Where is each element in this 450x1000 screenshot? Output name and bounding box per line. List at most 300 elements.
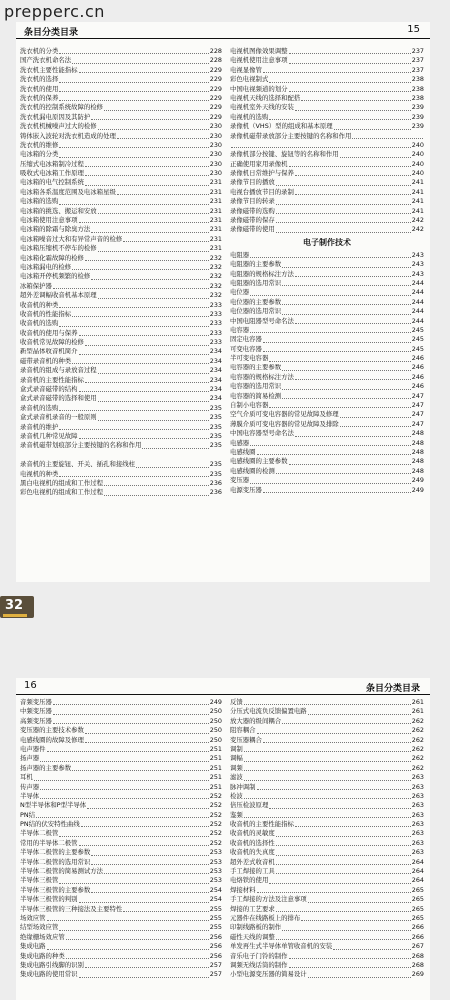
toc-entry-page: 245 bbox=[411, 344, 424, 353]
toc-entry bbox=[20, 942, 222, 951]
toc-entry bbox=[230, 942, 424, 951]
toc-entry-page: 246 bbox=[411, 354, 424, 363]
section-title: 电子制作技术 bbox=[303, 237, 351, 247]
toc-entry-label: 半导体 bbox=[20, 791, 40, 800]
dot-leader bbox=[81, 826, 209, 827]
dot-leader bbox=[59, 410, 208, 411]
toc-entry-page: 243 bbox=[411, 260, 424, 269]
toc-entry bbox=[20, 150, 222, 159]
dot-leader bbox=[66, 958, 209, 959]
toc-entry-page: 265 bbox=[411, 885, 424, 894]
toc-entry bbox=[20, 141, 222, 150]
dot-leader bbox=[289, 53, 411, 54]
toc-entry bbox=[230, 848, 424, 857]
toc-entry bbox=[20, 404, 222, 413]
dot-leader bbox=[91, 119, 209, 120]
toc-entry bbox=[20, 858, 222, 867]
toc-entry-page: 233 bbox=[209, 338, 222, 347]
toc-entry-label: 电视机的选购 bbox=[230, 112, 269, 121]
dot-leader bbox=[269, 119, 410, 120]
toc-entry bbox=[20, 188, 222, 197]
toc-entry bbox=[20, 423, 222, 432]
dot-leader bbox=[34, 780, 209, 781]
toc-entry-label: 压缩式电冰箱制冷过程 bbox=[20, 159, 84, 168]
toc-entry-page: 239 bbox=[411, 112, 424, 121]
toc-entry-label: 扬声器的主要参数 bbox=[20, 763, 72, 772]
page-badge-number: 32 bbox=[5, 598, 24, 613]
toc-entry-label: 电视机室外天线的安装 bbox=[230, 103, 294, 112]
toc-entry bbox=[20, 235, 222, 244]
toc-entry bbox=[20, 811, 222, 820]
toc-entry-label: 电感线圈的检测 bbox=[230, 466, 275, 475]
toc-entry-page: 231 bbox=[209, 197, 222, 206]
dot-leader bbox=[282, 314, 411, 315]
toc-entry-page: 252 bbox=[209, 820, 222, 829]
toc-entry-label: 电视机天线的选择和配搭 bbox=[230, 93, 301, 102]
dot-leader bbox=[59, 476, 208, 477]
toc-entry-label: 焊接的工艺要求 bbox=[230, 904, 275, 913]
toc-entry-label: 中国电视频道的划分 bbox=[230, 84, 288, 93]
document-page-2 bbox=[16, 678, 430, 1000]
dot-leader bbox=[142, 448, 208, 449]
toc-entry-label: 磁带录音机的种类 bbox=[20, 356, 72, 365]
toc-entry bbox=[20, 801, 222, 810]
dot-leader bbox=[79, 902, 209, 903]
toc-entry-label: 洗衣机的维修 bbox=[20, 140, 59, 149]
toc-entry-label: 洗衣机的选择 bbox=[20, 75, 59, 84]
toc-entry-page: 235 bbox=[209, 422, 222, 431]
toc-entry bbox=[230, 66, 424, 75]
toc-entry bbox=[20, 132, 222, 141]
toc-entry bbox=[230, 961, 424, 970]
toc-entry-label: 洗衣机机械噪声过大的检修 bbox=[20, 122, 97, 131]
toc-entry-label: 阻容耦合 bbox=[230, 726, 256, 735]
toc-entry-label: 滤波 bbox=[230, 773, 243, 782]
toc-entry-page: 250 bbox=[209, 735, 222, 744]
toc-entry-page: 237 bbox=[411, 47, 424, 55]
toc-entry-label: 超外差调幅收音机基本原理 bbox=[20, 291, 97, 300]
dot-leader bbox=[269, 883, 410, 884]
toc-entry-page: 232 bbox=[209, 272, 222, 281]
toc-entry bbox=[20, 122, 222, 131]
toc-entry bbox=[230, 188, 424, 197]
toc-entry bbox=[230, 429, 424, 438]
toc-entry bbox=[230, 113, 424, 122]
toc-entry bbox=[230, 288, 424, 297]
toc-entry-label: 录像节目的转录 bbox=[230, 197, 275, 206]
toc-entry-page: 268 bbox=[411, 951, 424, 960]
toc-entry bbox=[20, 197, 222, 206]
toc-entry-page: 247 bbox=[411, 391, 424, 400]
toc-entry-page: 240 bbox=[411, 169, 424, 178]
toc-entry-page: 246 bbox=[411, 372, 424, 381]
dot-leader bbox=[79, 977, 209, 978]
toc-entry bbox=[230, 420, 424, 429]
toc-entry-page: 262 bbox=[411, 716, 424, 725]
toc-entry-page: 233 bbox=[209, 300, 222, 309]
toc-entry-page: 263 bbox=[411, 838, 424, 847]
dot-leader bbox=[282, 723, 411, 724]
toc-entry-label: 空气介质可变电容器的常见故障及修理 bbox=[230, 410, 339, 419]
dot-leader bbox=[104, 873, 209, 874]
page-header bbox=[16, 678, 430, 695]
dot-leader bbox=[295, 110, 411, 111]
dot-leader bbox=[301, 100, 411, 101]
toc-entry-label: 脉冲调制 bbox=[230, 782, 256, 791]
toc-entry-page: 236 bbox=[209, 478, 222, 487]
toc-entry-page: 231 bbox=[209, 178, 222, 187]
toc-entry-label: 手工焊接的方法及注意事项 bbox=[230, 895, 307, 904]
toc-entry bbox=[20, 970, 222, 979]
toc-entry bbox=[230, 251, 424, 260]
toc-entry-label: 半导体三极管的三种接法及主要特性 bbox=[20, 904, 123, 913]
toc-entry bbox=[230, 47, 424, 56]
toc-entry bbox=[230, 933, 424, 942]
toc-entry-label: 半可变电容器 bbox=[230, 354, 269, 363]
toc-entry-page: 247 bbox=[411, 401, 424, 410]
toc-entry bbox=[230, 820, 424, 829]
toc-entry-label: 收音机的种类 bbox=[20, 300, 59, 309]
toc-entry-page: 234 bbox=[209, 375, 222, 384]
toc-entry-label: 传声器 bbox=[20, 782, 40, 791]
toc-entry-label: 收音机的选择性 bbox=[230, 838, 275, 847]
toc-entry-page: 265 bbox=[411, 913, 424, 922]
toc-entry-page: 257 bbox=[209, 960, 222, 969]
toc-entry-page: 252 bbox=[209, 791, 222, 800]
dot-leader bbox=[334, 129, 411, 130]
toc-entry-label: 国产洗衣机命名法 bbox=[20, 56, 72, 65]
dot-leader bbox=[282, 267, 411, 268]
toc-entry-page: 234 bbox=[209, 356, 222, 365]
toc-entry bbox=[230, 745, 424, 754]
toc-entry-page: 237 bbox=[411, 65, 424, 74]
toc-entry-label: 电容器的选用常识 bbox=[230, 382, 282, 391]
toc-entry bbox=[230, 364, 424, 373]
toc-entry-page: 249 bbox=[411, 485, 424, 494]
toc-entry-page: 236 bbox=[209, 488, 222, 497]
dot-leader bbox=[295, 276, 411, 277]
toc-entry-page: 263 bbox=[411, 801, 424, 810]
toc-entry-label: 绝缘栅场效应管 bbox=[20, 932, 65, 941]
dot-leader bbox=[91, 892, 209, 893]
toc-entry-page: 234 bbox=[209, 366, 222, 375]
toc-entry-page: 254 bbox=[209, 895, 222, 904]
toc-entry bbox=[230, 178, 424, 187]
toc-entry bbox=[20, 207, 222, 216]
toc-entry-label: 焊接材料 bbox=[230, 885, 256, 894]
toc-entry-label: 电冰箱的电气控制系统 bbox=[20, 178, 84, 187]
toc-entry-label: 电视显像管 bbox=[230, 65, 262, 74]
toc-entry-page: 235 bbox=[209, 469, 222, 478]
dot-leader bbox=[79, 438, 209, 439]
dot-leader bbox=[282, 370, 411, 371]
toc-entry bbox=[230, 754, 424, 763]
toc-entry bbox=[20, 263, 222, 272]
dot-leader bbox=[231, 147, 411, 148]
toc-entry-label: 电感线圈 bbox=[230, 448, 256, 456]
toc-entry bbox=[230, 773, 424, 782]
toc-entry bbox=[230, 726, 424, 735]
toc-entry-label: 录音机磁带划痕部分主要按键的名称和作用 bbox=[20, 441, 142, 450]
dot-leader bbox=[269, 808, 410, 809]
toc-entry-page: 229 bbox=[209, 93, 222, 102]
toc-entry bbox=[20, 886, 222, 895]
toc-entry-page: 262 bbox=[411, 754, 424, 763]
toc-entry-page: 232 bbox=[209, 262, 222, 271]
toc-entry-label: 电视机使用注意事项 bbox=[230, 56, 288, 65]
dot-leader bbox=[289, 464, 411, 465]
toc-entry-label: 洗衣机的分类 bbox=[20, 47, 59, 55]
dot-leader bbox=[289, 967, 411, 968]
toc-entry-label: 电冰箱的除霜与除臭方法 bbox=[20, 225, 91, 234]
toc-entry bbox=[230, 448, 424, 457]
toc-entry-page: 235 bbox=[209, 432, 222, 440]
toc-entry-page: 252 bbox=[209, 838, 222, 847]
dot-leader bbox=[282, 398, 411, 399]
toc-entry-page: 253 bbox=[209, 857, 222, 866]
dot-leader bbox=[136, 467, 209, 468]
dot-leader bbox=[85, 166, 209, 167]
toc-entry bbox=[20, 895, 222, 904]
toc-entry-label: 录像磁带的使用 bbox=[230, 225, 275, 234]
toc-entry-label: 录音机的组成与录放音过程 bbox=[20, 366, 97, 375]
toc-entry bbox=[230, 56, 424, 65]
toc-entry bbox=[20, 441, 222, 450]
toc-entry bbox=[230, 886, 424, 895]
dot-leader bbox=[98, 420, 209, 421]
toc-entry bbox=[20, 792, 222, 801]
toc-entry bbox=[230, 801, 424, 810]
toc-entry-page: 243 bbox=[411, 250, 424, 259]
toc-entry-label: 录像磁带的保存 bbox=[230, 216, 275, 225]
toc-entry-label: 录像机日常维护与保养 bbox=[230, 169, 294, 178]
dot-leader bbox=[276, 213, 411, 214]
toc-entry-page: 238 bbox=[411, 84, 424, 93]
dot-leader bbox=[59, 147, 208, 148]
dot-leader bbox=[276, 222, 411, 223]
toc-entry-page: 247 bbox=[411, 410, 424, 419]
toc-entry-page: 248 bbox=[411, 448, 424, 456]
toc-entry-page: 265 bbox=[411, 904, 424, 913]
toc-entry-label: 电冰箱压缩机不停车的检修 bbox=[20, 244, 97, 253]
toc-entry bbox=[20, 923, 222, 932]
toc-entry-page: 246 bbox=[411, 363, 424, 372]
toc-entry-page: 230 bbox=[209, 122, 222, 131]
toc-entry-label: 薄膜介质可变电容器的常见故障及排除 bbox=[230, 419, 339, 428]
dot-leader bbox=[59, 204, 208, 205]
toc-entry-page: 255 bbox=[209, 913, 222, 922]
dot-leader bbox=[53, 723, 209, 724]
toc-entry-label: 电烙铁的使用 bbox=[230, 876, 269, 885]
toc-entry bbox=[230, 839, 424, 848]
toc-entry-label: 半导体二极管 bbox=[20, 829, 59, 838]
toc-entry bbox=[230, 486, 424, 495]
dot-leader bbox=[91, 864, 209, 865]
dot-leader bbox=[79, 335, 209, 336]
dot-leader bbox=[340, 426, 411, 427]
toc-entry-label: PN结 bbox=[20, 810, 36, 819]
toc-entry bbox=[20, 754, 222, 763]
toc-entry bbox=[230, 317, 424, 326]
dot-leader bbox=[263, 351, 411, 352]
toc-entry bbox=[20, 348, 222, 357]
dot-leader bbox=[47, 949, 209, 950]
dot-leader bbox=[72, 316, 209, 317]
toc-entry-page: 252 bbox=[209, 810, 222, 819]
toc-entry-label: 电位器 bbox=[230, 288, 250, 297]
toc-entry-label: 自制小电容器 bbox=[230, 401, 269, 410]
toc-entry bbox=[230, 698, 424, 707]
toc-entry-label: 电冰箱各系温度范围及电冰箱星级 bbox=[20, 187, 116, 196]
toc-entry-label: 电冰箱开停机频繁的检修 bbox=[20, 272, 91, 281]
toc-entry-page: 250 bbox=[209, 716, 222, 725]
toc-entry-page: 229 bbox=[209, 103, 222, 112]
header-title: 条目分类目录 bbox=[365, 684, 420, 694]
document-page-1 bbox=[16, 22, 430, 582]
toc-entry-page: 250 bbox=[209, 726, 222, 735]
toc-entry-label: 半导体二极管的选用常识 bbox=[20, 857, 91, 866]
dot-leader bbox=[289, 63, 411, 64]
toc-entry-page: 262 bbox=[411, 726, 424, 735]
toc-entry-label: 录像磁带的选购 bbox=[230, 206, 275, 215]
toc-entry bbox=[20, 310, 222, 319]
toc-entry bbox=[20, 961, 222, 970]
toc-entry-label: 半导体三极管 bbox=[20, 876, 59, 885]
toc-entry-page: 231 bbox=[209, 216, 222, 225]
toc-entry-page: 237 bbox=[411, 56, 424, 65]
toc-entry-page: 234 bbox=[209, 385, 222, 394]
dot-leader bbox=[352, 138, 423, 139]
toc-entry-page: 251 bbox=[209, 763, 222, 772]
toc-entry bbox=[230, 467, 424, 476]
dot-leader bbox=[269, 361, 410, 362]
toc-column-left bbox=[20, 47, 222, 498]
dot-leader bbox=[53, 714, 209, 715]
toc-entry bbox=[20, 933, 222, 942]
toc-entry-label: 洗衣机的控制系统故障的检修 bbox=[20, 103, 104, 112]
dot-leader bbox=[79, 391, 209, 392]
toc-entry-label: 收音机的性能指标 bbox=[20, 309, 72, 318]
toc-entry bbox=[20, 47, 222, 56]
dot-leader bbox=[85, 382, 209, 383]
dot-leader bbox=[104, 495, 209, 496]
dot-leader bbox=[40, 798, 209, 799]
toc-entry-page: 263 bbox=[411, 820, 424, 829]
toc-entry bbox=[20, 178, 222, 187]
toc-entry-label: 电位器的选用常识 bbox=[230, 307, 282, 316]
toc-entry-page: 261 bbox=[411, 707, 424, 716]
toc-entry-label: 耳机 bbox=[20, 773, 33, 782]
toc-entry-page: 235 bbox=[209, 403, 222, 412]
toc-entry bbox=[20, 952, 222, 961]
toc-entry-page: 234 bbox=[209, 394, 222, 403]
toc-entry-label: 变压器的主要技术参数 bbox=[20, 726, 84, 735]
toc-entry-page: 240 bbox=[411, 140, 424, 149]
dot-leader bbox=[117, 194, 209, 195]
toc-entry-label: 电感线圈的主要参数 bbox=[230, 457, 288, 466]
toc-entry bbox=[20, 707, 222, 716]
toc-entry-page: 249 bbox=[209, 698, 222, 706]
toc-entry bbox=[230, 75, 424, 84]
toc-entry bbox=[230, 867, 424, 876]
toc-entry bbox=[230, 792, 424, 801]
dot-leader bbox=[98, 251, 209, 252]
toc-entry-page: 248 bbox=[411, 466, 424, 475]
toc-entry-page: 235 bbox=[209, 441, 222, 450]
dot-leader bbox=[295, 379, 411, 380]
toc-entry-page: 244 bbox=[411, 307, 424, 316]
dot-leader bbox=[79, 222, 209, 223]
toc-entry-label: 录像节目的播放 bbox=[230, 178, 275, 187]
toc-entry-page: 263 bbox=[411, 773, 424, 782]
toc-entry bbox=[20, 451, 222, 460]
toc-entry bbox=[20, 338, 222, 347]
dot-leader bbox=[244, 761, 411, 762]
dot-leader bbox=[123, 241, 209, 242]
dot-leader bbox=[282, 389, 411, 390]
toc-entry-label: 变压器耦合 bbox=[230, 735, 262, 744]
dot-leader bbox=[85, 175, 209, 176]
dot-leader bbox=[276, 855, 411, 856]
toc-entry-page: 240 bbox=[411, 150, 424, 159]
dot-leader bbox=[308, 714, 411, 715]
toc-entry-page: 244 bbox=[411, 316, 424, 325]
toc-entry bbox=[20, 470, 222, 479]
watermark-text: prepperc.cn bbox=[4, 2, 105, 21]
dot-leader bbox=[276, 473, 411, 474]
toc-entry-label: 鉴频 bbox=[230, 810, 243, 819]
toc-entry bbox=[230, 392, 424, 401]
toc-entry-label: 录像机部分按键、旋钮等的名称和作用 bbox=[230, 150, 339, 159]
toc-entry-page: 229 bbox=[209, 75, 222, 84]
toc-entry-label: 电位器的主要参数 bbox=[230, 297, 282, 306]
dot-leader bbox=[276, 939, 411, 940]
dot-leader bbox=[295, 826, 411, 827]
toc-entry bbox=[230, 457, 424, 466]
toc-entry bbox=[230, 207, 424, 216]
dot-leader bbox=[263, 72, 411, 73]
toc-entry-page: 256 bbox=[209, 951, 222, 960]
toc-entry-page: 253 bbox=[209, 848, 222, 857]
dot-leader bbox=[276, 185, 411, 186]
dot-leader bbox=[276, 845, 411, 846]
toc-entry bbox=[20, 385, 222, 394]
toc-entry-label: 调制 bbox=[230, 744, 243, 753]
toc-entry-label: 中频变压器 bbox=[20, 707, 52, 716]
toc-entry-page: 266 bbox=[411, 932, 424, 941]
toc-entry-label: 盒式录音磁带的结构 bbox=[20, 385, 78, 394]
dot-leader bbox=[85, 260, 209, 261]
toc-entry bbox=[20, 839, 222, 848]
toc-entry-page: 246 bbox=[411, 382, 424, 391]
toc-entry bbox=[20, 698, 222, 707]
toc-entry bbox=[230, 923, 424, 932]
toc-entry bbox=[20, 366, 222, 375]
dot-leader bbox=[59, 836, 208, 837]
toc-entry bbox=[230, 85, 424, 94]
toc-entry-page: 231 bbox=[209, 225, 222, 234]
dot-leader bbox=[289, 166, 411, 167]
dot-leader bbox=[257, 454, 411, 455]
toc-entry-label: 电冰箱噪音过大和有异常声音的检修 bbox=[20, 234, 123, 243]
dot-leader bbox=[59, 930, 208, 931]
toc-entry-page: 230 bbox=[209, 159, 222, 168]
toc-entry bbox=[20, 301, 222, 310]
toc-entry-page: 261 bbox=[411, 698, 424, 706]
toc-entry bbox=[20, 75, 222, 84]
dot-leader bbox=[59, 82, 208, 83]
toc-entry-label: 结型场效应管 bbox=[20, 923, 59, 932]
